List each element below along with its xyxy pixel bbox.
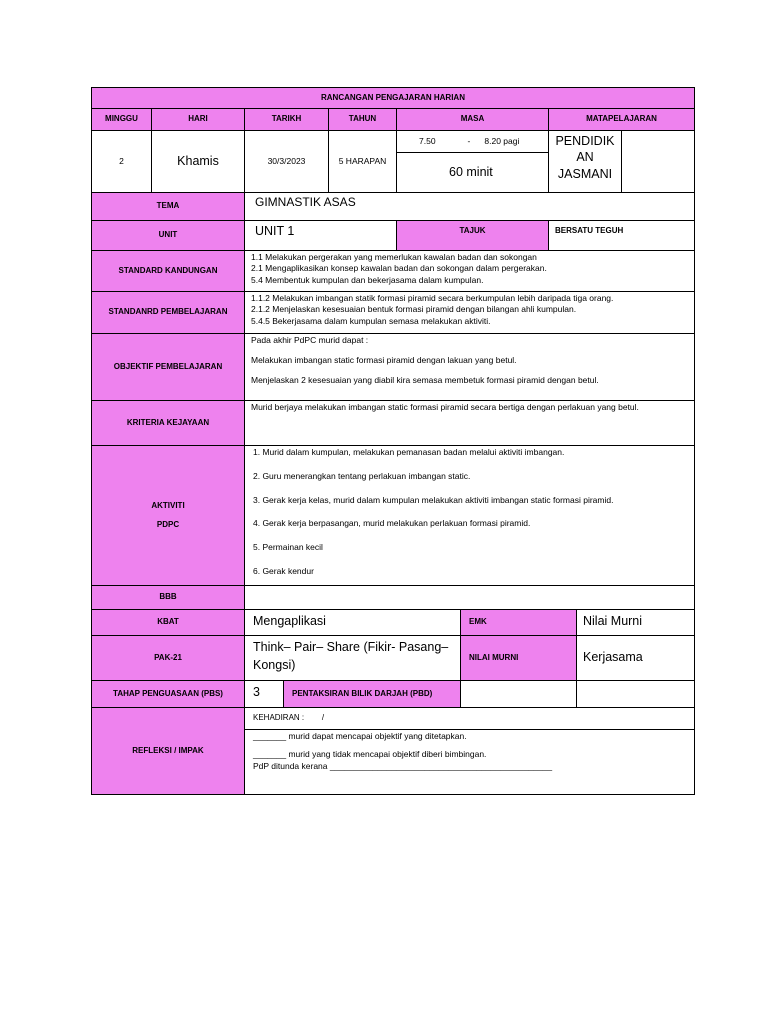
pbd-empty-cell <box>460 680 577 708</box>
list-item: Melakukan imbangan static formasi piramid dengan lakuan yang betul. <box>251 354 517 365</box>
minggu-value: 2 <box>91 130 152 193</box>
header-minggu: MINGGU <box>91 108 152 131</box>
kbat-value: Mengaplikasi <box>244 609 461 636</box>
standard-pembelajaran-label: STANDANRD PEMBELAJARAN <box>91 291 245 334</box>
subject-value <box>548 130 622 193</box>
pak21-label: PAK-21 <box>91 635 245 681</box>
list-item: Pada akhir PdPC murid dapat : <box>251 335 369 345</box>
bbb-label: BBB <box>91 585 245 610</box>
list-item: 5. Permainan kecil <box>253 542 323 553</box>
subject-line: AN <box>576 150 594 165</box>
header-masa: MASA <box>396 108 549 131</box>
pbd-label: PENTAKSIRAN BILIK DARJAH (PBD) <box>283 680 461 708</box>
kriteria-value: Murid berjaya melakukan imbangan static formasi piramid secara bertiga dengan perlakuan yang betul. <box>244 400 695 446</box>
subject-line: PENDIDIK <box>555 134 615 148</box>
standard-kandungan-label: STANDARD KANDUNGAN <box>91 250 245 292</box>
emk-label: EMK <box>460 609 577 636</box>
header-hari: HARI <box>151 108 245 131</box>
standard-kandungan-value <box>244 250 695 292</box>
tahun-value: 5 HARAPAN <box>328 130 397 193</box>
pak21-line: Think– Pair– Share (Fikir- Pasang– <box>253 640 449 654</box>
subject-line: JASMANI <box>557 166 613 181</box>
pak21-line: Kongsi) <box>253 658 296 673</box>
standard-pembelajaran-value <box>244 291 695 334</box>
tarikh-value: 30/3/2023 <box>244 130 329 193</box>
tahap-label: TAHAP PENGUASAAN (PBS) <box>91 680 245 708</box>
list-item: Menjelaskan 2 kesesuaian yang diabil kira semasa membetuk formasi piramid dengan betul. <box>251 374 599 385</box>
pak21-value <box>244 635 461 681</box>
header-tahun: TAHUN <box>328 108 397 131</box>
tajuk-label: TAJUK <box>396 220 549 251</box>
objektif-label: OBJEKTIF PEMBELAJARAN <box>91 333 245 401</box>
list-item: 6. Gerak kendur <box>253 565 314 576</box>
header-tarikh: TARIKH <box>244 108 329 131</box>
aktiviti-label-line: PDPC <box>156 519 180 529</box>
masa-time <box>396 130 549 153</box>
tajuk-value: BERSATU TEGUH <box>548 220 695 251</box>
refleksi-label: REFLEKSI / IMPAK <box>91 707 245 795</box>
tahap-value: 3 <box>244 680 284 708</box>
unit-value: UNIT 1 <box>244 220 397 251</box>
list-item: _______ murid yang tidak mencapai objektif diberi bimbingan. <box>253 749 487 760</box>
list-item: 2.1 Mengaplikasikan konsep kawalan badan dan sokongan dalam pergerakan. <box>251 263 547 274</box>
page-title: RANCANGAN PENGAJARAN HARIAN <box>91 87 695 109</box>
list-item: 2.1.2 Menjelaskan kesesuaian bentuk formasi piramid dengan bilangan ahli kumpulan. <box>251 304 577 315</box>
list-item: _______ murid dapat mencapai objektif yang ditetapkan. <box>253 731 467 741</box>
objektif-value <box>244 333 695 401</box>
list-item: 1. Murid dalam kumpulan, melakukan pemanasan badan melalui aktiviti imbangan. <box>253 447 565 457</box>
aktiviti-label-line: AKTIVITI <box>151 501 185 511</box>
pbd-empty-cell <box>576 680 695 708</box>
header-matapelajaran: MATAPELAJARAN <box>548 108 695 131</box>
list-item: 1.1.2 Melakukan imbangan statik formasi piramid secara berkumpulan lebih daripada tiga orang. <box>251 293 614 303</box>
kriteria-label: KRITERIA KEJAYAAN <box>91 400 245 446</box>
list-item: 4. Gerak kerja berpasangan, murid melakukan perlakuan formasi piramid. <box>253 518 531 529</box>
masa-start: 7.50 <box>419 135 436 146</box>
list-item: 3. Gerak kerja kelas, murid dalam kumpulan melakukan aktiviti imbangan static formasi piramid. <box>253 494 614 505</box>
list-item: 5.4 Membentuk kumpulan dan bekerjasama dalam kumpulan. <box>251 274 484 285</box>
masa-duration: 60 minit <box>396 152 549 193</box>
list-item: PdP ditunda kerana _______________________________________________ <box>253 760 553 771</box>
aktiviti-label <box>91 445 245 586</box>
list-item: 5.4.5 Bekerjasama dalam kumpulan semasa melakukan aktiviti. <box>251 315 491 326</box>
kehadiran: KEHADIRAN : / <box>244 707 695 730</box>
unit-label: UNIT <box>91 220 245 251</box>
hari-value: Khamis <box>151 130 245 193</box>
list-item: 1.1 Melakukan pergerakan yang memerlukan kawalan badan dan sokongan <box>251 252 537 262</box>
list-item: 2. Guru menerangkan tentang perlakuan imbangan static. <box>253 470 471 481</box>
kbat-label: KBAT <box>91 609 245 636</box>
tema-value: GIMNASTIK ASAS <box>244 192 695 221</box>
tema-label: TEMA <box>91 192 245 221</box>
nilai-murni-value: Kerjasama <box>576 635 695 681</box>
emk-value: Nilai Murni <box>576 609 695 636</box>
masa-end: 8.20 pagi <box>484 135 520 146</box>
aktiviti-list <box>244 445 695 586</box>
refleksi-value <box>244 729 695 795</box>
bbb-value <box>244 585 695 610</box>
nilai-murni-label: NILAI MURNI <box>460 635 577 681</box>
subject-empty-cell <box>621 130 695 193</box>
masa-dash: - <box>467 135 471 146</box>
